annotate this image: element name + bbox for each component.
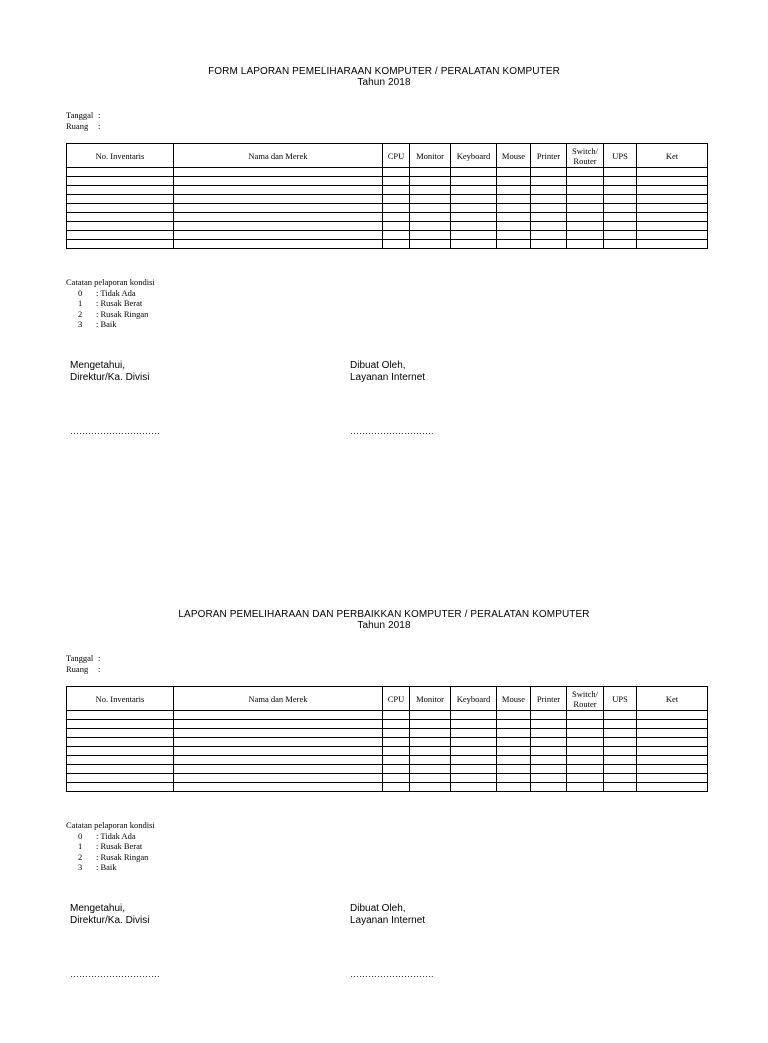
table-cell[interactable] bbox=[451, 222, 497, 231]
table-cell[interactable] bbox=[451, 729, 497, 738]
table-cell[interactable] bbox=[497, 738, 531, 747]
sign-right-line2: Layanan Internet bbox=[350, 371, 426, 383]
table-cell[interactable] bbox=[637, 240, 708, 249]
table-cell[interactable] bbox=[604, 204, 637, 213]
note-code: 1 bbox=[78, 841, 83, 851]
table-row bbox=[67, 756, 708, 765]
note-item bbox=[66, 298, 155, 309]
table-cell[interactable] bbox=[174, 711, 383, 720]
table-cell[interactable] bbox=[604, 729, 637, 738]
note-item bbox=[66, 309, 155, 320]
table-cell[interactable] bbox=[497, 213, 531, 222]
table-cell[interactable] bbox=[383, 231, 410, 240]
table-cell[interactable] bbox=[531, 177, 567, 186]
note-code: 2 bbox=[78, 851, 83, 862]
table-cell[interactable] bbox=[67, 222, 174, 231]
table-cell[interactable] bbox=[567, 186, 604, 195]
table-row bbox=[67, 222, 708, 231]
table-cell[interactable] bbox=[637, 729, 708, 738]
table-cell[interactable] bbox=[410, 213, 451, 222]
table-cell[interactable] bbox=[67, 195, 174, 204]
table-cell[interactable] bbox=[383, 195, 410, 204]
note-item bbox=[66, 852, 155, 863]
table-cell[interactable] bbox=[67, 783, 174, 792]
table-header-row bbox=[67, 687, 708, 711]
note-code: 3 bbox=[78, 862, 83, 872]
ruang-separator: : bbox=[98, 664, 101, 674]
table-cell[interactable] bbox=[567, 774, 604, 783]
col-monitor: Monitor bbox=[410, 687, 451, 711]
table-cell[interactable] bbox=[531, 213, 567, 222]
table-cell[interactable] bbox=[174, 213, 383, 222]
form-title bbox=[0, 609, 768, 631]
table-cell[interactable] bbox=[174, 177, 383, 186]
table-cell[interactable] bbox=[174, 240, 383, 249]
table-cell[interactable] bbox=[531, 186, 567, 195]
table-cell[interactable] bbox=[383, 756, 410, 765]
inventory-table bbox=[66, 686, 708, 792]
table-cell[interactable] bbox=[67, 204, 174, 213]
col-mouse: Mouse bbox=[497, 144, 531, 168]
table-cell[interactable] bbox=[567, 231, 604, 240]
table-cell[interactable] bbox=[567, 168, 604, 177]
table-cell[interactable] bbox=[567, 711, 604, 720]
note-text: : Baik bbox=[96, 862, 117, 872]
table-cell[interactable] bbox=[637, 222, 708, 231]
table-cell[interactable] bbox=[174, 195, 383, 204]
table-cell[interactable] bbox=[567, 756, 604, 765]
tanggal-label: Tanggal bbox=[66, 653, 94, 663]
table-cell[interactable] bbox=[604, 240, 637, 249]
table-cell[interactable] bbox=[497, 231, 531, 240]
table-cell[interactable] bbox=[497, 774, 531, 783]
table-row bbox=[67, 204, 708, 213]
table-cell[interactable] bbox=[531, 747, 567, 756]
table-cell[interactable] bbox=[410, 783, 451, 792]
table-cell[interactable] bbox=[451, 213, 497, 222]
table-row bbox=[67, 177, 708, 186]
table-cell[interactable] bbox=[637, 711, 708, 720]
col-printer: Printer bbox=[531, 687, 567, 711]
table-cell[interactable] bbox=[637, 177, 708, 186]
table-cell[interactable] bbox=[497, 729, 531, 738]
col-no-inventaris: No. Inventaris bbox=[67, 687, 174, 711]
condition-notes bbox=[66, 820, 155, 873]
table-cell[interactable] bbox=[451, 783, 497, 792]
col-nama-merek: Nama dan Merek bbox=[174, 144, 383, 168]
table-cell[interactable] bbox=[67, 765, 174, 774]
signature-maker bbox=[350, 360, 434, 436]
table-cell[interactable] bbox=[531, 765, 567, 774]
table-cell[interactable] bbox=[383, 177, 410, 186]
table-cell[interactable] bbox=[497, 765, 531, 774]
table-row bbox=[67, 186, 708, 195]
table-row bbox=[67, 774, 708, 783]
table-cell[interactable] bbox=[174, 774, 383, 783]
sign-left-line1: Mengetahui, bbox=[70, 360, 126, 371]
notes-title: Catatan pelaporan kondisi bbox=[66, 277, 155, 287]
form-year: Tahun 2018 bbox=[357, 620, 411, 631]
table-cell[interactable] bbox=[451, 765, 497, 774]
note-code: 2 bbox=[78, 308, 83, 319]
table-cell[interactable] bbox=[410, 774, 451, 783]
table-cell[interactable] bbox=[637, 186, 708, 195]
table-cell[interactable] bbox=[383, 774, 410, 783]
table-cell[interactable] bbox=[567, 240, 604, 249]
note-code: 0 bbox=[78, 287, 83, 298]
note-item bbox=[66, 862, 155, 873]
table-cell[interactable] bbox=[174, 720, 383, 729]
table-cell[interactable] bbox=[604, 774, 637, 783]
table-cell[interactable] bbox=[410, 711, 451, 720]
table-row bbox=[67, 240, 708, 249]
note-code: 0 bbox=[78, 830, 83, 841]
table-row bbox=[67, 738, 708, 747]
table-cell[interactable] bbox=[174, 222, 383, 231]
table-cell[interactable] bbox=[410, 222, 451, 231]
table-cell[interactable] bbox=[604, 738, 637, 747]
ruang-label: Ruang bbox=[66, 121, 89, 131]
table-cell[interactable] bbox=[637, 774, 708, 783]
table-cell[interactable] bbox=[497, 711, 531, 720]
table-cell[interactable] bbox=[451, 168, 497, 177]
form-title-text: FORM LAPORAN PEMELIHARAAN KOMPUTER / PERALATAN KOMPUTER bbox=[208, 66, 560, 77]
table-cell[interactable] bbox=[67, 213, 174, 222]
table-cell[interactable] bbox=[637, 168, 708, 177]
col-nama-merek: Nama dan Merek bbox=[174, 687, 383, 711]
table-cell[interactable] bbox=[174, 204, 383, 213]
col-keyboard: Keyboard bbox=[451, 144, 497, 168]
table-cell[interactable] bbox=[604, 756, 637, 765]
table-cell[interactable] bbox=[497, 240, 531, 249]
note-text: : Baik bbox=[96, 319, 117, 329]
col-ket: Ket bbox=[637, 144, 708, 168]
table-cell[interactable] bbox=[410, 720, 451, 729]
table-cell[interactable] bbox=[67, 738, 174, 747]
note-text: : Rusak Berat bbox=[96, 298, 143, 308]
table-cell[interactable] bbox=[637, 765, 708, 774]
sign-left-line2: Direktur/Ka. Divisi bbox=[70, 371, 150, 383]
sign-left-line1: Mengetahui, bbox=[70, 903, 126, 914]
table-cell[interactable] bbox=[637, 213, 708, 222]
note-text: : Rusak Ringan bbox=[96, 851, 149, 862]
table-cell[interactable] bbox=[497, 747, 531, 756]
table-cell[interactable] bbox=[531, 711, 567, 720]
table-cell[interactable] bbox=[410, 738, 451, 747]
table-row bbox=[67, 168, 708, 177]
table-cell[interactable] bbox=[410, 168, 451, 177]
table-cell[interactable] bbox=[383, 720, 410, 729]
table-cell[interactable] bbox=[383, 738, 410, 747]
table-cell[interactable] bbox=[174, 783, 383, 792]
table-cell[interactable] bbox=[531, 195, 567, 204]
table-cell[interactable] bbox=[531, 783, 567, 792]
form-year: Tahun 2018 bbox=[357, 77, 411, 88]
table-row bbox=[67, 231, 708, 240]
table-cell[interactable] bbox=[497, 195, 531, 204]
table-cell[interactable] bbox=[174, 747, 383, 756]
tanggal-label: Tanggal bbox=[66, 110, 94, 120]
note-item bbox=[66, 288, 155, 299]
col-switch-router: Switch/ Router bbox=[567, 687, 604, 711]
table-cell[interactable] bbox=[67, 168, 174, 177]
table-row bbox=[67, 765, 708, 774]
table-cell[interactable] bbox=[497, 783, 531, 792]
note-item bbox=[66, 841, 155, 852]
table-cell[interactable] bbox=[567, 783, 604, 792]
col-ket: Ket bbox=[637, 687, 708, 711]
table-cell[interactable] bbox=[410, 765, 451, 774]
table-cell[interactable] bbox=[531, 204, 567, 213]
table-cell[interactable] bbox=[451, 738, 497, 747]
col-no-inventaris: No. Inventaris bbox=[67, 144, 174, 168]
table-cell[interactable] bbox=[604, 222, 637, 231]
table-cell[interactable] bbox=[531, 720, 567, 729]
table-cell[interactable] bbox=[531, 168, 567, 177]
table-cell[interactable] bbox=[567, 765, 604, 774]
table-cell[interactable] bbox=[410, 240, 451, 249]
table-cell[interactable] bbox=[531, 738, 567, 747]
table-cell[interactable] bbox=[637, 747, 708, 756]
sign-right-line1: Dibuat Oleh, bbox=[350, 903, 406, 914]
table-cell[interactable] bbox=[451, 231, 497, 240]
table-cell[interactable] bbox=[497, 186, 531, 195]
table-cell[interactable] bbox=[383, 240, 410, 249]
note-text: : Rusak Ringan bbox=[96, 308, 149, 319]
col-cpu: CPU bbox=[383, 144, 410, 168]
table-cell[interactable] bbox=[67, 711, 174, 720]
table-cell[interactable] bbox=[604, 186, 637, 195]
table-row bbox=[67, 720, 708, 729]
table-cell[interactable] bbox=[637, 720, 708, 729]
table-cell[interactable] bbox=[451, 177, 497, 186]
table-cell[interactable] bbox=[383, 747, 410, 756]
table-row bbox=[67, 711, 708, 720]
table-cell[interactable] bbox=[497, 756, 531, 765]
table-cell[interactable] bbox=[67, 774, 174, 783]
table-cell[interactable] bbox=[567, 195, 604, 204]
signature-line: ………………………… bbox=[70, 969, 160, 979]
table-cell[interactable] bbox=[383, 765, 410, 774]
table-cell[interactable] bbox=[567, 213, 604, 222]
table-cell[interactable] bbox=[531, 756, 567, 765]
table-cell[interactable] bbox=[604, 195, 637, 204]
table-row bbox=[67, 195, 708, 204]
table-cell[interactable] bbox=[383, 204, 410, 213]
table-cell[interactable] bbox=[383, 222, 410, 231]
table-cell[interactable] bbox=[497, 168, 531, 177]
condition-notes bbox=[66, 277, 155, 330]
table-cell[interactable] bbox=[451, 195, 497, 204]
form-meta bbox=[66, 110, 100, 132]
note-code: 1 bbox=[78, 298, 83, 308]
table-cell[interactable] bbox=[637, 756, 708, 765]
table-cell[interactable] bbox=[531, 222, 567, 231]
note-item bbox=[66, 831, 155, 842]
table-cell[interactable] bbox=[410, 204, 451, 213]
table-cell[interactable] bbox=[567, 222, 604, 231]
form-meta bbox=[66, 653, 100, 675]
table-cell[interactable] bbox=[67, 747, 174, 756]
table-cell[interactable] bbox=[451, 747, 497, 756]
table-cell[interactable] bbox=[383, 729, 410, 738]
table-cell[interactable] bbox=[637, 204, 708, 213]
table-cell[interactable] bbox=[604, 177, 637, 186]
table-cell[interactable] bbox=[604, 168, 637, 177]
signature-line: ………………………. bbox=[350, 969, 434, 979]
col-cpu: CPU bbox=[383, 687, 410, 711]
table-cell[interactable] bbox=[174, 765, 383, 774]
table-cell[interactable] bbox=[174, 168, 383, 177]
table-cell[interactable] bbox=[383, 186, 410, 195]
table-cell[interactable] bbox=[451, 720, 497, 729]
table-cell[interactable] bbox=[604, 765, 637, 774]
table-cell[interactable] bbox=[410, 186, 451, 195]
sign-right-line2: Layanan Internet bbox=[350, 914, 426, 926]
table-cell[interactable] bbox=[174, 729, 383, 738]
table-cell[interactable] bbox=[451, 204, 497, 213]
table-cell[interactable] bbox=[383, 168, 410, 177]
table-cell[interactable] bbox=[67, 756, 174, 765]
table-cell[interactable] bbox=[497, 720, 531, 729]
signature-maker bbox=[350, 903, 434, 979]
col-mouse: Mouse bbox=[497, 687, 531, 711]
table-cell[interactable] bbox=[567, 729, 604, 738]
table-cell[interactable] bbox=[637, 231, 708, 240]
inventory-table bbox=[66, 143, 708, 249]
table-cell[interactable] bbox=[451, 774, 497, 783]
signature-line: ………………………… bbox=[70, 426, 160, 436]
table-cell[interactable] bbox=[497, 204, 531, 213]
table-cell[interactable] bbox=[531, 729, 567, 738]
sign-right-line1: Dibuat Oleh, bbox=[350, 360, 406, 371]
table-cell[interactable] bbox=[410, 729, 451, 738]
sign-left-line2: Direktur/Ka. Divisi bbox=[70, 914, 150, 926]
table-cell[interactable] bbox=[410, 177, 451, 186]
table-cell[interactable] bbox=[67, 186, 174, 195]
table-cell[interactable] bbox=[604, 747, 637, 756]
table-cell[interactable] bbox=[383, 711, 410, 720]
table-cell[interactable] bbox=[451, 240, 497, 249]
ruang-separator: : bbox=[98, 121, 101, 131]
col-switch-router: Switch/ Router bbox=[567, 144, 604, 168]
table-cell[interactable] bbox=[531, 231, 567, 240]
col-keyboard: Keyboard bbox=[451, 687, 497, 711]
table-cell[interactable] bbox=[567, 720, 604, 729]
form-title-text: LAPORAN PEMELIHARAAN DAN PERBAIKKAN KOMPUTER / PERALATAN KOMPUTER bbox=[178, 609, 590, 620]
table-cell[interactable] bbox=[637, 738, 708, 747]
table-cell[interactable] bbox=[174, 756, 383, 765]
table-cell[interactable] bbox=[383, 783, 410, 792]
table-header-row bbox=[67, 144, 708, 168]
table-cell[interactable] bbox=[567, 747, 604, 756]
note-text: : Tidak Ada bbox=[96, 830, 136, 841]
col-ups: UPS bbox=[604, 144, 637, 168]
table-cell[interactable] bbox=[604, 213, 637, 222]
table-cell[interactable] bbox=[604, 720, 637, 729]
table-row bbox=[67, 747, 708, 756]
table-cell[interactable] bbox=[637, 783, 708, 792]
table-cell[interactable] bbox=[451, 756, 497, 765]
table-row bbox=[67, 783, 708, 792]
col-monitor: Monitor bbox=[410, 144, 451, 168]
note-text: : Rusak Berat bbox=[96, 841, 143, 851]
table-cell[interactable] bbox=[174, 186, 383, 195]
notes-title: Catatan pelaporan kondisi bbox=[66, 820, 155, 830]
table-cell[interactable] bbox=[497, 177, 531, 186]
table-cell[interactable] bbox=[604, 783, 637, 792]
table-cell[interactable] bbox=[410, 747, 451, 756]
table-cell[interactable] bbox=[497, 222, 531, 231]
table-cell[interactable] bbox=[410, 756, 451, 765]
table-cell[interactable] bbox=[531, 240, 567, 249]
table-row bbox=[67, 729, 708, 738]
table-cell[interactable] bbox=[567, 177, 604, 186]
maintenance-form-2 bbox=[0, 543, 768, 1043]
signature-approver bbox=[70, 360, 160, 436]
table-cell[interactable] bbox=[383, 213, 410, 222]
maintenance-form-1 bbox=[0, 0, 768, 500]
note-item bbox=[66, 319, 155, 330]
tanggal-separator: : bbox=[98, 110, 101, 120]
table-cell[interactable] bbox=[410, 195, 451, 204]
signature-approver bbox=[70, 903, 160, 979]
table-cell[interactable] bbox=[637, 195, 708, 204]
tanggal-separator: : bbox=[98, 653, 101, 663]
signature-line: ………………………. bbox=[350, 426, 434, 436]
table-cell[interactable] bbox=[67, 177, 174, 186]
table-cell[interactable] bbox=[67, 231, 174, 240]
table-cell[interactable] bbox=[67, 240, 174, 249]
table-cell[interactable] bbox=[604, 231, 637, 240]
table-cell[interactable] bbox=[174, 231, 383, 240]
table-cell[interactable] bbox=[567, 738, 604, 747]
table-row bbox=[67, 213, 708, 222]
table-cell[interactable] bbox=[67, 720, 174, 729]
table-cell[interactable] bbox=[531, 774, 567, 783]
note-text: : Tidak Ada bbox=[96, 287, 136, 298]
table-cell[interactable] bbox=[604, 711, 637, 720]
table-cell[interactable] bbox=[67, 729, 174, 738]
col-ups: UPS bbox=[604, 687, 637, 711]
table-cell[interactable] bbox=[174, 738, 383, 747]
note-code: 3 bbox=[78, 319, 83, 329]
table-cell[interactable] bbox=[567, 204, 604, 213]
table-cell[interactable] bbox=[451, 711, 497, 720]
table-cell[interactable] bbox=[410, 231, 451, 240]
form-title bbox=[0, 66, 768, 88]
col-printer: Printer bbox=[531, 144, 567, 168]
ruang-label: Ruang bbox=[66, 664, 89, 674]
table-cell[interactable] bbox=[451, 186, 497, 195]
